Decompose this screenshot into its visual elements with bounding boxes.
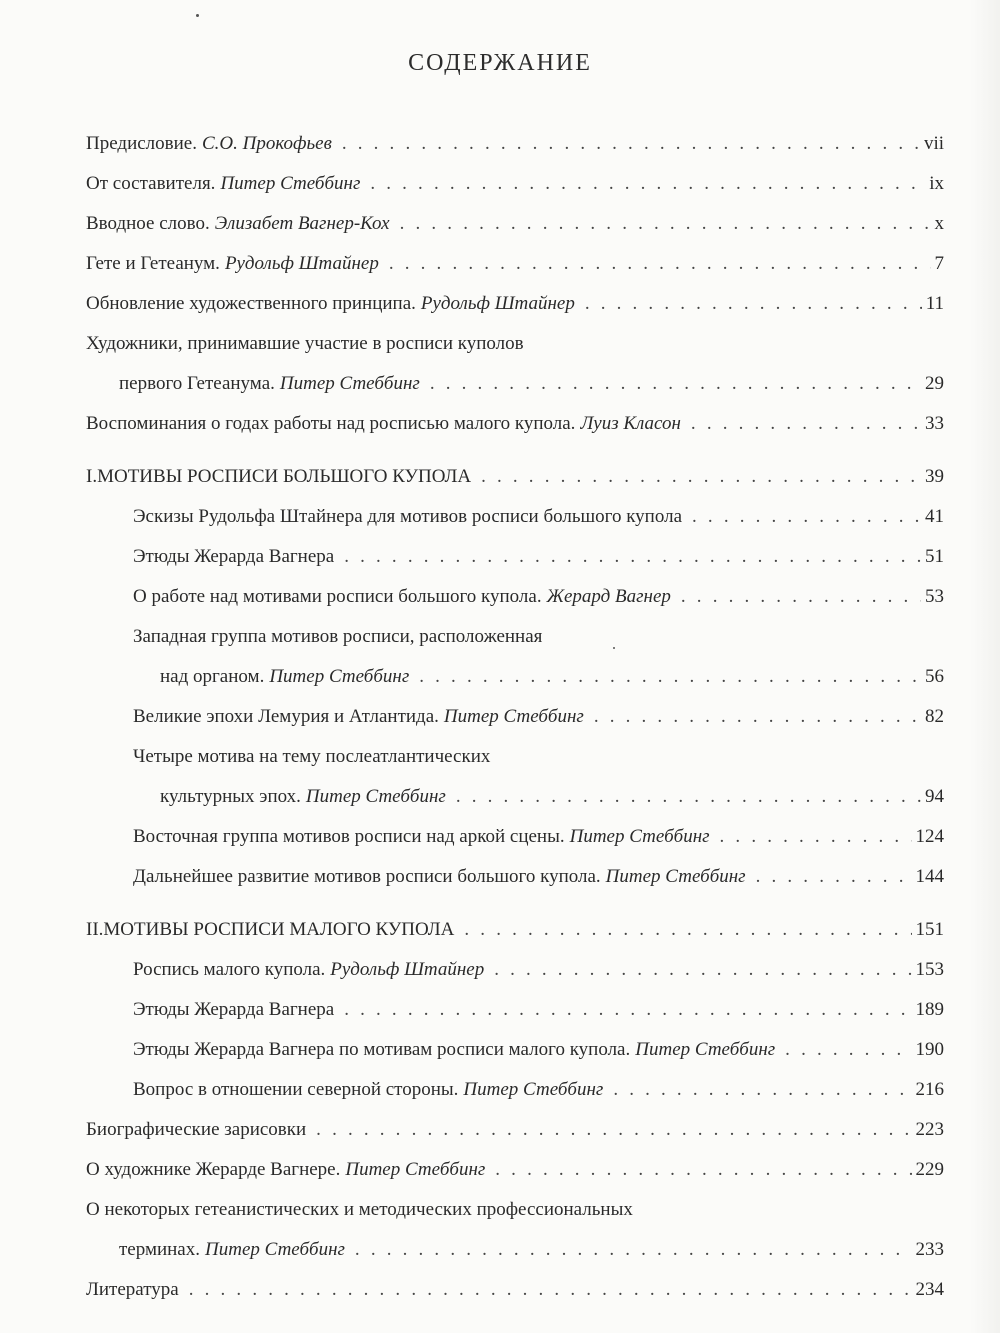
entry-title: О работе над мотивами росписи большого купола. [133,586,542,607]
entry-page-number: 216 [915,1079,944,1100]
entry-page-number: 33 [925,413,944,434]
dot-leader [681,577,921,617]
entry-page-number: ix [929,173,944,194]
dot-leader [594,697,921,737]
paper-speck [196,14,199,17]
entry-author: Питер Стеббинг [279,373,420,394]
dot-leader [456,777,921,817]
toc-entry[interactable] [86,537,944,577]
dot-leader [464,910,911,950]
toc-entry[interactable] [86,817,944,857]
section-gap [86,444,944,457]
toc-entry[interactable] [86,857,944,897]
entry-author: Питер Стеббинг [345,1159,486,1180]
section-title: МОТИВЫ РОСПИСИ МАЛОГО КУПОЛА [103,919,455,940]
entry-page-number: 56 [925,666,944,687]
entry-title: От составителя. [86,173,216,194]
toc-entry[interactable] [86,204,944,244]
dot-leader [316,1110,911,1150]
toc-entry[interactable] [86,617,944,657]
entry-title: Дальнейшее развитие мотивов росписи большого купола. [133,866,601,887]
entry-author: Питер Стеббинг [205,1239,345,1260]
entry-page-number: 53 [925,586,944,607]
dot-leader [370,164,925,204]
entry-title: Восточная группа мотивов росписи над аркой сцены. [133,826,565,847]
entry-page-number: 153 [915,959,944,980]
dot-leader [756,857,912,897]
page-edge-shadow [970,0,1000,1333]
toc-entry-continuation[interactable] [86,1230,944,1270]
entry-title: Обновление художественного принципа. [86,293,416,314]
entry-author: Питер Стеббинг [569,826,710,847]
entry-title: Вопрос в отношении северной стороны. [133,1079,459,1100]
entry-author: Рудольф Штайнер [420,293,575,314]
entry-title: Художники, принимавшие участие в росписи куполов [86,333,524,354]
toc-entry[interactable] [86,1070,944,1110]
toc-entry[interactable] [86,284,944,324]
entry-title: культурных эпох. [160,786,301,807]
entry-page-number: x [934,213,944,234]
toc-entry[interactable] [86,577,944,617]
dot-leader [430,364,921,404]
entry-title: Четыре мотива на тему послеатлантических [133,746,491,767]
entry-author: Жерард Вагнер [546,586,671,607]
entry-author: Питер Стеббинг [463,1079,604,1100]
toc-entry[interactable] [86,404,944,444]
toc-entry[interactable] [86,1110,944,1150]
toc-entry[interactable] [86,1270,944,1310]
entry-title: терминах. [119,1239,200,1260]
dot-leader [342,124,920,164]
entry-page-number: 39 [925,466,944,487]
toc-entry[interactable] [86,497,944,537]
toc-entry-continuation[interactable] [86,657,944,697]
toc-entry[interactable] [86,950,944,990]
entry-title: Гете и Гетеанум. [86,253,220,274]
entry-title: Этюды Жерарда Вагнера по мотивам росписи малого купола. [133,1039,631,1060]
entry-page-number: 11 [925,293,944,314]
dot-leader [389,244,931,284]
entry-page-number: 94 [925,786,944,807]
section-gap [86,897,944,910]
entry-page-number: 144 [915,866,944,887]
entry-author: Рудольф Штайнер [224,253,379,274]
dot-leader [720,817,912,857]
entry-title: О художнике Жерарде Вагнере. [86,1159,341,1180]
entry-title: Великие эпохи Лемурия и Атлантида. [133,706,439,727]
entry-page-number: 29 [925,373,944,394]
toc-entry[interactable] [86,737,944,777]
toc-entry[interactable] [86,697,944,737]
entry-page-number: 151 [915,919,944,940]
entry-author: С.О. Прокофьев [201,133,332,154]
entry-author: Питер Стеббинг [635,1039,776,1060]
toc-entry[interactable] [86,324,944,364]
toc-entry[interactable] [86,244,944,284]
toc-entry[interactable] [86,1030,944,1070]
entry-page-number: 189 [915,999,944,1020]
entry-title: Вводное слово. [86,213,210,234]
entry-title: Воспоминания о годах работы над росписью малого купола. [86,413,576,434]
entry-title: Этюды Жерарда Вагнера [133,546,335,567]
toc-entry[interactable] [86,1150,944,1190]
dot-leader [585,284,922,324]
entry-page-number: 7 [934,253,944,274]
entry-page-number: 229 [915,1159,944,1180]
toc-entry[interactable] [86,990,944,1030]
table-of-contents [86,124,944,1310]
dot-leader [481,457,921,497]
section-number: II. [86,919,104,940]
toc-entry[interactable] [86,124,944,164]
entry-page-number: 233 [915,1239,944,1260]
entry-page-number: 51 [925,546,944,567]
entry-page-number: 190 [915,1039,944,1060]
entry-author: Элизабет Вагнер-Кох [214,213,390,234]
page-title: СОДЕРЖАНИЕ [408,50,592,76]
entry-author: Луиз Класон [580,413,681,434]
entry-title: Предисловие. [86,133,197,154]
entry-title: над органом. [160,666,265,687]
entry-author: Питер Стеббинг [605,866,746,887]
entry-title: Западная группа мотивов росписи, расположенная [133,626,543,647]
entry-author: Питер Стеббинг [443,706,584,727]
dot-leader [785,1030,911,1070]
dot-leader [344,537,921,577]
toc-entry[interactable] [86,164,944,204]
toc-entry-continuation[interactable] [86,364,944,404]
toc-section-heading[interactable] [86,457,944,497]
toc-section-heading[interactable] [86,910,944,950]
entry-page-number: 124 [915,826,944,847]
entry-page-number: 234 [915,1279,944,1300]
dot-leader [613,1070,911,1110]
entry-title: Эскизы Рудольфа Штайнера для мотивов росписи большого купола [133,506,683,527]
entry-title: Биографические зарисовки [86,1119,307,1140]
dot-leader [419,657,921,697]
dot-leader [692,497,921,537]
section-title: МОТИВЫ РОСПИСИ БОЛЬШОГО КУПОЛА [97,466,472,487]
dot-leader [691,404,921,444]
dot-leader [355,1230,912,1270]
toc-entry[interactable] [86,1190,944,1230]
entry-author: Питер Стеббинг [269,666,410,687]
entry-author: Питер Стеббинг [305,786,446,807]
dot-leader [344,990,911,1030]
entry-author: Питер Стеббинг [220,173,361,194]
entry-page-number: 82 [925,706,944,727]
entry-page-number: 41 [925,506,944,527]
section-number: I. [86,466,98,487]
toc-entry-continuation[interactable] [86,777,944,817]
entry-title: Этюды Жерарда Вагнера [133,999,335,1020]
entry-page-number: vii [923,133,944,154]
entry-author: Рудольф Штайнер [330,959,485,980]
entry-page-number: 223 [915,1119,944,1140]
dot-leader [189,1270,912,1310]
entry-title: Роспись малого купола. [133,959,326,980]
entry-title: первого Гетеанума. [119,373,275,394]
dot-leader [400,204,931,244]
dot-leader [494,950,911,990]
entry-title: Литература [86,1279,179,1300]
dot-leader [495,1150,911,1190]
entry-title: О некоторых гетеанистических и методических профессиональных [86,1199,633,1220]
